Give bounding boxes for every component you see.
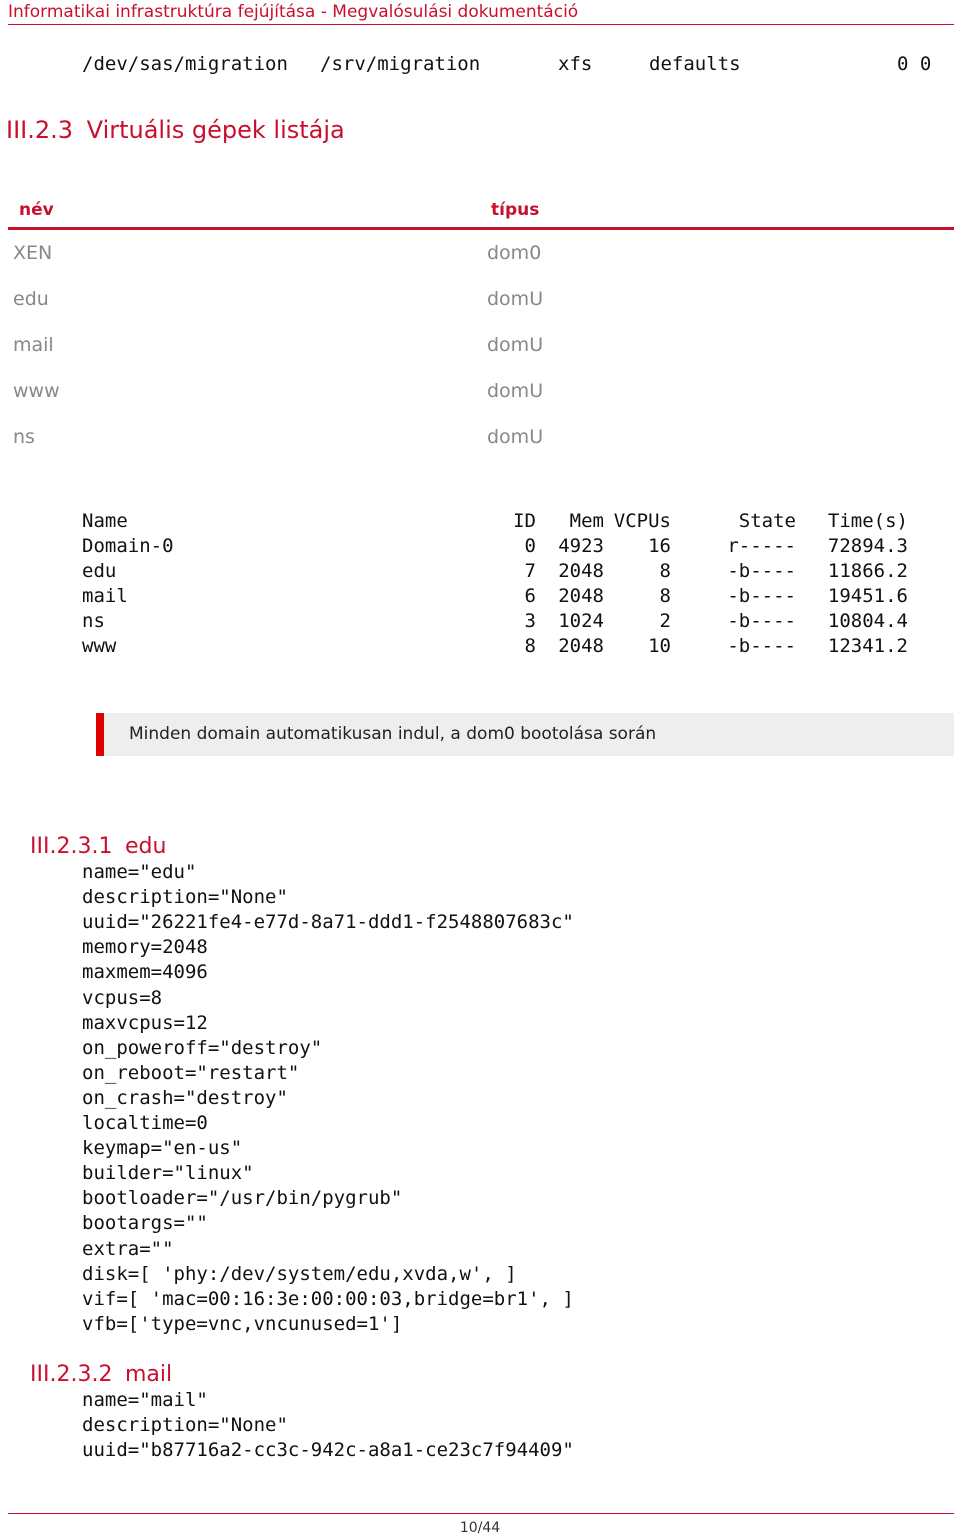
config-line: maxmem=4096	[82, 961, 208, 984]
xl-col-name: ns	[82, 610, 105, 632]
xl-col-time: 19451.6	[827, 585, 908, 607]
vm-table-cell-type: domU	[487, 380, 544, 402]
xl-list-row	[0, 585, 960, 610]
page-number: 10/44	[459, 1520, 501, 1536]
config-line: on_crash="destroy"	[82, 1086, 288, 1109]
vm-table-cell-name: mail	[13, 334, 54, 356]
config-line: name="mail"	[82, 1389, 208, 1411]
config-line: description="None"	[82, 1414, 288, 1437]
config-line: vif=[ 'mac=00:16:3e:00:00:03,bridge=br1', ]	[82, 1287, 574, 1310]
section-title	[6, 116, 345, 144]
subsection-title	[30, 1362, 172, 1387]
config-line: name="edu"	[82, 861, 197, 883]
config-line: bootargs=""	[82, 1212, 208, 1235]
config-line: keymap="en-us"	[82, 1137, 243, 1160]
xl-col-state: -b----	[727, 560, 796, 582]
config-line: memory=2048	[82, 936, 208, 959]
vm-table-header-name: név	[19, 200, 54, 220]
fstab-mount: /srv/migration	[320, 53, 481, 75]
xl-col-mem: 1024	[558, 610, 604, 632]
xl-list-row	[0, 610, 960, 635]
config-line: on_poweroff="destroy"	[82, 1036, 323, 1059]
xl-col-mem: 2048	[558, 585, 604, 607]
xl-col-id: 7	[524, 560, 536, 582]
subsection-title-text: mail	[125, 1362, 173, 1387]
xl-col-state: State	[738, 510, 796, 532]
config-line: vfb=['type=vnc,vncunused=1']	[82, 1312, 403, 1335]
xl-col-mem: Mem	[569, 510, 604, 532]
vm-table-header-rule	[8, 227, 954, 230]
fstab-fs: xfs	[558, 53, 593, 75]
xl-col-state: -b----	[727, 635, 796, 657]
subsection-number: III.2.3.2	[30, 1362, 113, 1387]
xl-col-vcpus: 16	[648, 535, 671, 557]
subsection-title-text: edu	[125, 834, 167, 859]
vm-table-cell-name: ns	[13, 426, 35, 448]
xl-col-vcpus: 8	[659, 585, 671, 607]
config-line: disk=[ 'phy:/dev/system/edu,xvda,w', ]	[82, 1262, 517, 1285]
vm-table-cell-name: XEN	[13, 242, 53, 264]
footer-divider	[8, 1513, 954, 1514]
vm-table-cell-name: www	[13, 380, 60, 402]
section-title-text: Virtuális gépek listája	[86, 116, 345, 144]
xl-col-vcpus: VCPUs	[613, 510, 671, 532]
xl-col-state: r-----	[727, 535, 796, 557]
xl-col-id: 8	[524, 635, 536, 657]
xl-col-id: 6	[524, 585, 536, 607]
xl-list-row	[0, 560, 960, 585]
vm-table-cell-type: dom0	[487, 242, 542, 264]
fstab-line	[0, 53, 960, 79]
xl-col-name: Domain-0	[82, 535, 174, 557]
xl-col-mem: 2048	[558, 635, 604, 657]
xl-col-vcpus: 2	[659, 610, 671, 632]
config-line: description="None"	[82, 886, 288, 909]
xl-col-time: 10804.4	[827, 610, 908, 632]
xl-col-mem: 2048	[558, 560, 604, 582]
note-box	[96, 713, 954, 756]
fstab-dump-pass: 0 0	[897, 53, 932, 75]
vm-table-cell-type: domU	[487, 426, 544, 448]
vm-table-cell-name: edu	[13, 288, 49, 310]
config-line: uuid="b87716a2-cc3c-942c-a8a1-ce23c7f94409"	[82, 1439, 574, 1462]
xl-col-state: -b----	[727, 610, 796, 632]
config-line: localtime=0	[82, 1112, 208, 1134]
xl-col-time: Time(s)	[827, 510, 908, 532]
xl-col-id: 0	[524, 535, 536, 557]
vm-table-cell-type: domU	[487, 334, 544, 356]
xl-col-name: mail	[82, 585, 128, 607]
xl-col-name: Name	[82, 510, 128, 532]
xl-col-mem: 4923	[558, 535, 604, 557]
xl-col-time: 11866.2	[827, 560, 908, 582]
header-divider	[8, 24, 954, 25]
xl-col-vcpus: 8	[659, 560, 671, 582]
xl-col-state: -b----	[727, 585, 796, 607]
vm-table-cell-type: domU	[487, 288, 544, 310]
fstab-options: defaults	[649, 53, 741, 75]
xl-list-row	[0, 535, 960, 560]
xl-col-time: 12341.2	[827, 635, 908, 657]
fstab-device: /dev/sas/migration	[82, 53, 288, 75]
config-line: vcpus=8	[82, 986, 163, 1009]
note-text: Minden domain automatikusan indul, a dom0 bootolása során	[129, 724, 657, 744]
xl-col-id: 3	[524, 610, 536, 632]
subsection-title	[30, 834, 166, 859]
xl-col-id: ID	[513, 510, 536, 532]
config-line: builder="linux"	[82, 1162, 254, 1185]
document-header: Informatikai infrastruktúra fejújítása - Megvalósulási dokumentáció	[8, 2, 579, 22]
xl-col-time: 72894.3	[827, 535, 908, 557]
subsection-number: III.2.3.1	[30, 834, 113, 859]
config-line: bootloader="/usr/bin/pygrub"	[82, 1187, 403, 1210]
xl-list-header	[0, 510, 960, 535]
config-line: maxvcpus=12	[82, 1011, 208, 1034]
config-line: on_reboot="restart"	[82, 1061, 300, 1084]
vm-table-header-type: típus	[491, 200, 540, 220]
xl-col-name: www	[82, 635, 117, 657]
xl-list-row	[0, 635, 960, 660]
config-line: uuid="26221fe4-e77d-8a71-ddd1-f2548807683c"	[82, 911, 574, 934]
section-number: III.2.3	[6, 116, 74, 144]
xl-col-name: edu	[82, 560, 117, 582]
xl-col-vcpus: 10	[648, 635, 671, 657]
config-line: extra=""	[82, 1237, 174, 1260]
